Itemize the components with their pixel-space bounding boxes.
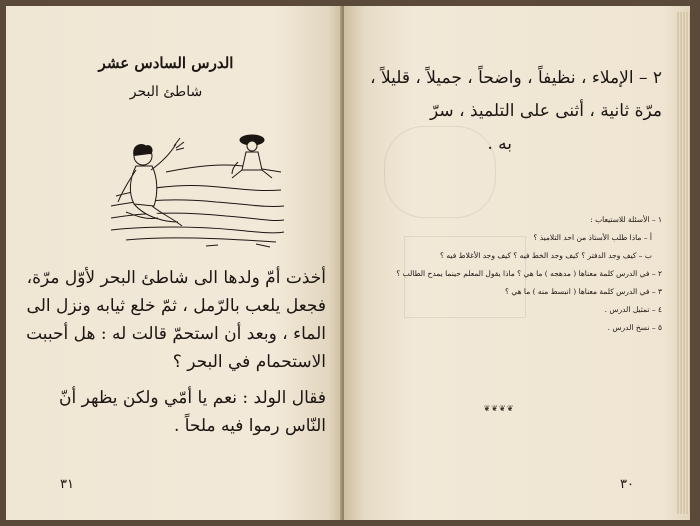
story-line: النّاس رموا فيه ملحاً . (173, 416, 326, 436)
story-line: الاستحمام في البحر ؟ (172, 352, 326, 372)
beach-illustration (106, 126, 286, 254)
question-item: أ – ماذا طلب الأستاذ من احد التلاميذ ؟ (533, 233, 652, 242)
sentence-line: ٢ – الإملاء ، نظيفاً ، واضحاً ، جميلاً ، قليلاً ، (370, 68, 662, 88)
sentence-line: مرّة ثانية ، أثنى على التلميذ ، سرّ (430, 101, 662, 121)
question-item: ١ – الأسئلة للاستيعاب : (590, 215, 662, 224)
story-text (26, 264, 326, 440)
lesson-title: الدرس السادس عشر (98, 54, 234, 72)
lesson-subtitle: شاطئ البحر (129, 84, 203, 100)
page-number-right: ٣٠ (620, 477, 634, 492)
story-line: أخذت أمّ ولدها الى شاطئ البحر لأوّل مرّة، (26, 268, 326, 288)
page-number-left: ٣١ (60, 477, 74, 492)
sentence-line: به . (487, 134, 512, 154)
question-item: ٣ – في الدرس كلمة معناها ( انبسط منه ) ما هي ؟ (504, 287, 662, 296)
question-item: ب – كيف وجد الدفتر ؟ كيف وجد الخط فيه ؟ كيف وجد الأغلاط فيه ؟ (440, 251, 652, 260)
right-page (344, 6, 690, 520)
open-book (6, 6, 690, 520)
story-line: الماء ، وبعد أن استحمّ قالت له : هل أحببت (26, 324, 326, 344)
story-line: فقال الولد : نعم يا أمّي ولكن يظهر أنّ (59, 388, 326, 408)
vocabulary-sentence (362, 62, 662, 161)
ornament-divider: ❦❦❦❦ (483, 404, 515, 413)
left-page (6, 6, 342, 520)
page-edges (676, 12, 690, 514)
story-line: فجعل يلعب بالرّمل ، ثمّ خلع ثيابه ونزل الى (26, 296, 326, 316)
question-item: ٥ – نسخ الدرس . (607, 323, 662, 332)
question-item: ٢ – في الدرس كلمة معناها ( مدهجه ) ما هي ؟ ماذا يقول المعلم حينما يمدح الطالب ؟ (396, 269, 662, 278)
question-item: ٤ – تمثيل الدرس . (604, 305, 662, 314)
questions-list (362, 211, 662, 337)
